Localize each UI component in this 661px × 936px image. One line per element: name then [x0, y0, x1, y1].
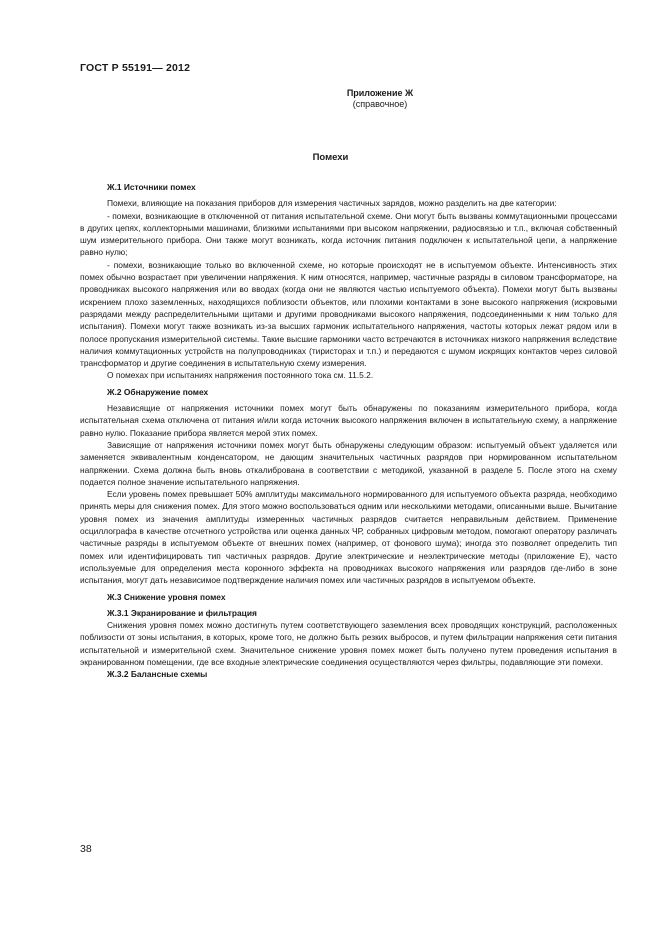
document-body — [80, 181, 617, 681]
section-heading-zh3: Ж.3 Снижение уровня помех — [107, 591, 226, 602]
subsection-heading-zh3-2: Ж.3.2 Балансные схемы — [107, 669, 208, 680]
paragraph: - помехи, возникающие в отключенной от питания испытательной схеме. Они могут быть вызваны коммутационными процессами в других цепях, коллекторными машинами, близкими испытаниями при высоком напряжении, радиосвязью и т.п., включая собственный шум измерительного прибора. Они также могут возникать, когда источник питания подключен к испытательной цепи, а напряжение равно нулю; — [80, 210, 617, 258]
paragraph: О помехах при испытаниях напряжения постоянного тока см. 11.5.2. — [107, 370, 374, 381]
subsection-heading-zh3-1: Ж.3.1 Экранирование и фильтрация — [107, 607, 257, 618]
appendix-subtitle: (справочное) — [352, 99, 408, 109]
paragraph: Снижения уровня помех можно достигнуть путем соответствующего заземления всех проводящих конструкций, расположенных поблизости от зоны испытания, в которых, кроме того, не должно быть резких выбросов, и путем фильтрации напряжения сети питания испытательной и измерительной схем. Значительное снижение уровня помех может быть получено путем проведения испытания в экранированном помещении, где все входные электрические соединения осуществляются через фильтры, подавляющие эти помехи. — [80, 620, 617, 667]
paragraph: Зависящие от напряжения источники помех могут быть обнаружены следующим образом: испытуемый объект удаляется или заменяется эквивалентным конденсатором, не дающим значительных частичных разрядов при нормированном испытательном напряжении. Схема должна быть вновь откалибрована в соответствии с методикой, указанной в разделе 5. После этого на схему подается полное значение испытательного напряжения. — [80, 439, 617, 487]
paragraph: Если уровень помех превышает 50% амплитуды максимального нормированного для испытуемого объекта разряда, необходимо принять меры для снижения помех. Для этого можно воспользоваться одним или несколькими методами, описанными выше. Вычитание уровня помех из значения амплитуды измеренных частичных разрядов считается неправильным действием. Применение осциллографа в качестве отсчетного устройства или оценка данных ЧР, собранных цифровым методом, помогают оператору различать частичные разряды в испытуемом объекте от внешних помех (например, от фонового шума); иногда это позволяет определить тип помех или идентифицировать тип частичных разрядов. Другие электрические и неэлектрические методы (приложение Е), часто используемые для определения места коронного эффекта на проводниках высокого напряжения или разрядов где-либо в зоне испытания, могут дать независимое подтверждение наличия помех или частичных разрядов в испытуемом объекте. — [80, 489, 617, 586]
paragraph: - помехи, возникающие только во включенной схеме, но которые происходят не в испытуемом объекте. Интенсивность этих помех обычно возрастает при увеличении напряжения. К ним относятся, например, частичные разряды в силовом трансформаторе, на проводниках высокого напряжения или во вводах (когда они не являются частью испытуемого объекта). Помехи могут быть вызваны искрением плохо заземленных, находящихся поблизости объектов, или плохими контактами в зоне высокого напряжения (искровыми разрядами между распределительными щитами и другими проводниками высокого напряжения, подсоединенными к ним только для испытания). Помехи могут также возникать из-за высших гармоник испытательного напряжения, частоты которых лежат рядом или в полосе пропускания измерительной системы. Такие высшие гармоники часто встречаются в источниках низкого напряжения вследствие наличия коммутационных устройств на полупроводниках (тиристорах и т.п.) и передаются с шумом искрящих контактов через силовой трансформатор и другие соединения в испытательную схему измерения. — [80, 259, 617, 369]
appendix-block — [300, 88, 460, 110]
paragraph: Независящие от напряжения источники помех могут быть обнаружены по показаниям измерительного прибора, когда испытательная схема отключена от питания и/или когда источник высокого напряжения включен в испытательную схему, а напряжение равно нулю. Показание прибора является мерой этих помех. — [80, 403, 617, 438]
page-title: Помехи — [312, 152, 349, 163]
section-heading-zh1: Ж.1 Источники помех — [107, 182, 196, 192]
paragraph: Помехи, влияющие на показания приборов для измерения частичных зарядов, можно разделить на две категории: — [107, 198, 557, 209]
document-header: ГОСТ Р 55191— 2012 — [80, 62, 191, 74]
section-heading-zh2: Ж.2 Обнаружение помех — [107, 386, 209, 397]
page-number: 38 — [80, 843, 92, 855]
appendix-title: Приложение Ж — [346, 88, 414, 98]
